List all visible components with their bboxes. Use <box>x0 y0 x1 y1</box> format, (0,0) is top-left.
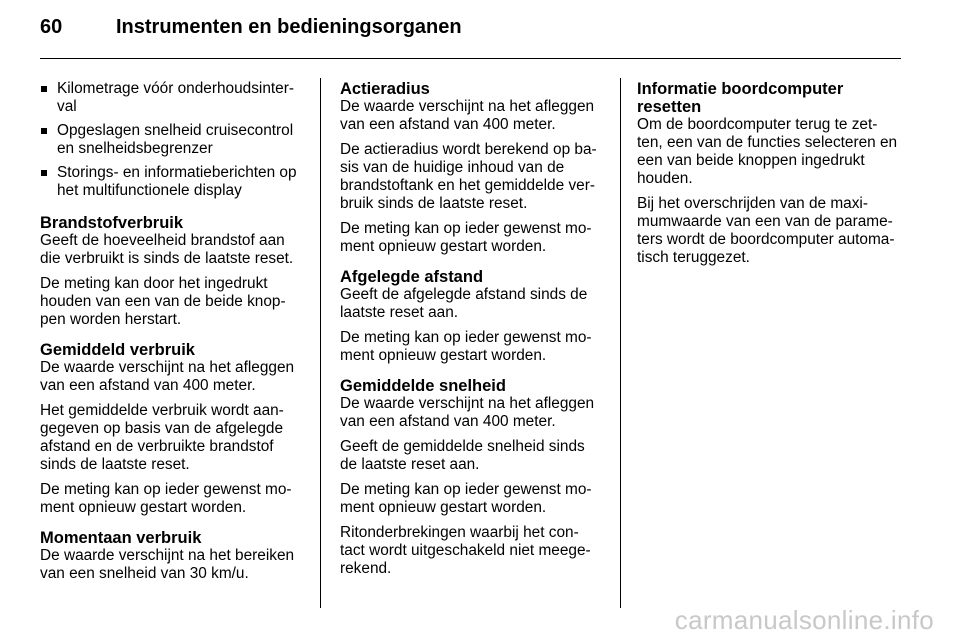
bullet-text: Kilometrage vóór onderhoudsinter- val <box>57 80 294 115</box>
paragraph: De actieradius wordt berekend op ba- sis van de huidige inhoud van de brandstoftank en het gemiddelde ver- bruik sinds de laatste reset. <box>340 141 597 212</box>
paragraph: De waarde verschijnt na het afleggen van een afstand van 400 meter. <box>340 395 595 430</box>
column-divider-right <box>620 78 621 608</box>
page-title: Instrumenten en bedieningsorganen <box>116 16 462 38</box>
column-2 <box>340 80 606 585</box>
paragraph: De meting kan op ieder gewenst mo- ment opnieuw gestart worden. <box>340 329 592 364</box>
bullet-square-icon <box>41 128 47 134</box>
paragraph: De meting kan op ieder gewenst mo- ment opnieuw gestart worden. <box>340 220 592 255</box>
section-momentaan-verbruik <box>40 529 306 583</box>
section-afgelegde-afstand <box>340 268 606 365</box>
paragraph: Ritonderbrekingen waarbij het con- tact wordt uitgeschakeld niet meege- rekend. <box>340 524 591 577</box>
column-3 <box>637 80 903 274</box>
bullet-text: Opgeslagen snelheid cruisecontrol en snelheidsbegrenzer <box>57 122 294 157</box>
list-item <box>40 80 306 116</box>
paragraph: De meting kan op ieder gewenst mo- ment opnieuw gestart worden. <box>340 481 592 516</box>
paragraph: De waarde verschijnt na het afleggen van een afstand van 400 meter. <box>40 359 295 394</box>
section-heading: Informatie boordcomputer resetten <box>637 80 844 116</box>
watermark: carmanualsonline.info <box>674 605 934 635</box>
section-actieradius <box>340 80 606 256</box>
paragraph: Bij het overschrijden van de maxi- mumwaarde van een van de parame- ters wordt de boordcomputer automa- tisch teruggezet. <box>637 195 895 266</box>
section-gemiddelde-snelheid <box>340 377 606 578</box>
section-brandstofverbruik <box>40 214 306 329</box>
section-heading: Afgelegde afstand <box>340 268 484 286</box>
paragraph: Om de boordcomputer terug te zet- ten, een van de functies selecteren en een van beide knoppen ingedrukt houden. <box>637 116 898 187</box>
list-item <box>40 164 306 200</box>
bullet-list <box>40 80 306 200</box>
section-heading: Momentaan verbruik <box>40 529 202 547</box>
header-divider <box>40 58 901 59</box>
list-item <box>40 122 306 158</box>
paragraph: Het gemiddelde verbruik wordt aan- gegeven op basis van de afgelegde afstand en de verbruikte brandstof sinds de laatste reset. <box>40 402 284 473</box>
column-1 <box>40 80 306 590</box>
paragraph: Geeft de hoeveelheid brandstof aan die verbruikt is sinds de laatste reset. <box>40 232 294 267</box>
paragraph: De meting kan op ieder gewenst mo- ment opnieuw gestart worden. <box>40 481 292 516</box>
bullet-text: Storings- en informatieberichten op het multifunctionele display <box>57 164 297 199</box>
section-heading: Gemiddelde snelheid <box>340 377 506 395</box>
bullet-square-icon <box>41 86 47 92</box>
paragraph: Geeft de afgelegde afstand sinds de laatste reset aan. <box>340 286 588 321</box>
paragraph: De waarde verschijnt na het bereiken van een snelheid van 30 km/u. <box>40 547 295 582</box>
paragraph: De meting kan door het ingedrukt houden van een van de beide knop- pen worden herstart. <box>40 275 286 328</box>
section-gemiddeld-verbruik <box>40 341 306 517</box>
section-heading: Brandstofverbruik <box>40 214 184 232</box>
bullet-square-icon <box>41 170 47 176</box>
column-divider-left <box>320 78 321 608</box>
section-heading: Actieradius <box>340 80 430 98</box>
paragraph: De waarde verschijnt na het afleggen van een afstand van 400 meter. <box>340 98 595 133</box>
section-informatie-boordcomputer-resetten <box>637 80 903 267</box>
page-number: 60 <box>40 16 63 38</box>
paragraph: Geeft de gemiddelde snelheid sinds de laatste reset aan. <box>340 438 585 473</box>
section-heading: Gemiddeld verbruik <box>40 341 195 359</box>
